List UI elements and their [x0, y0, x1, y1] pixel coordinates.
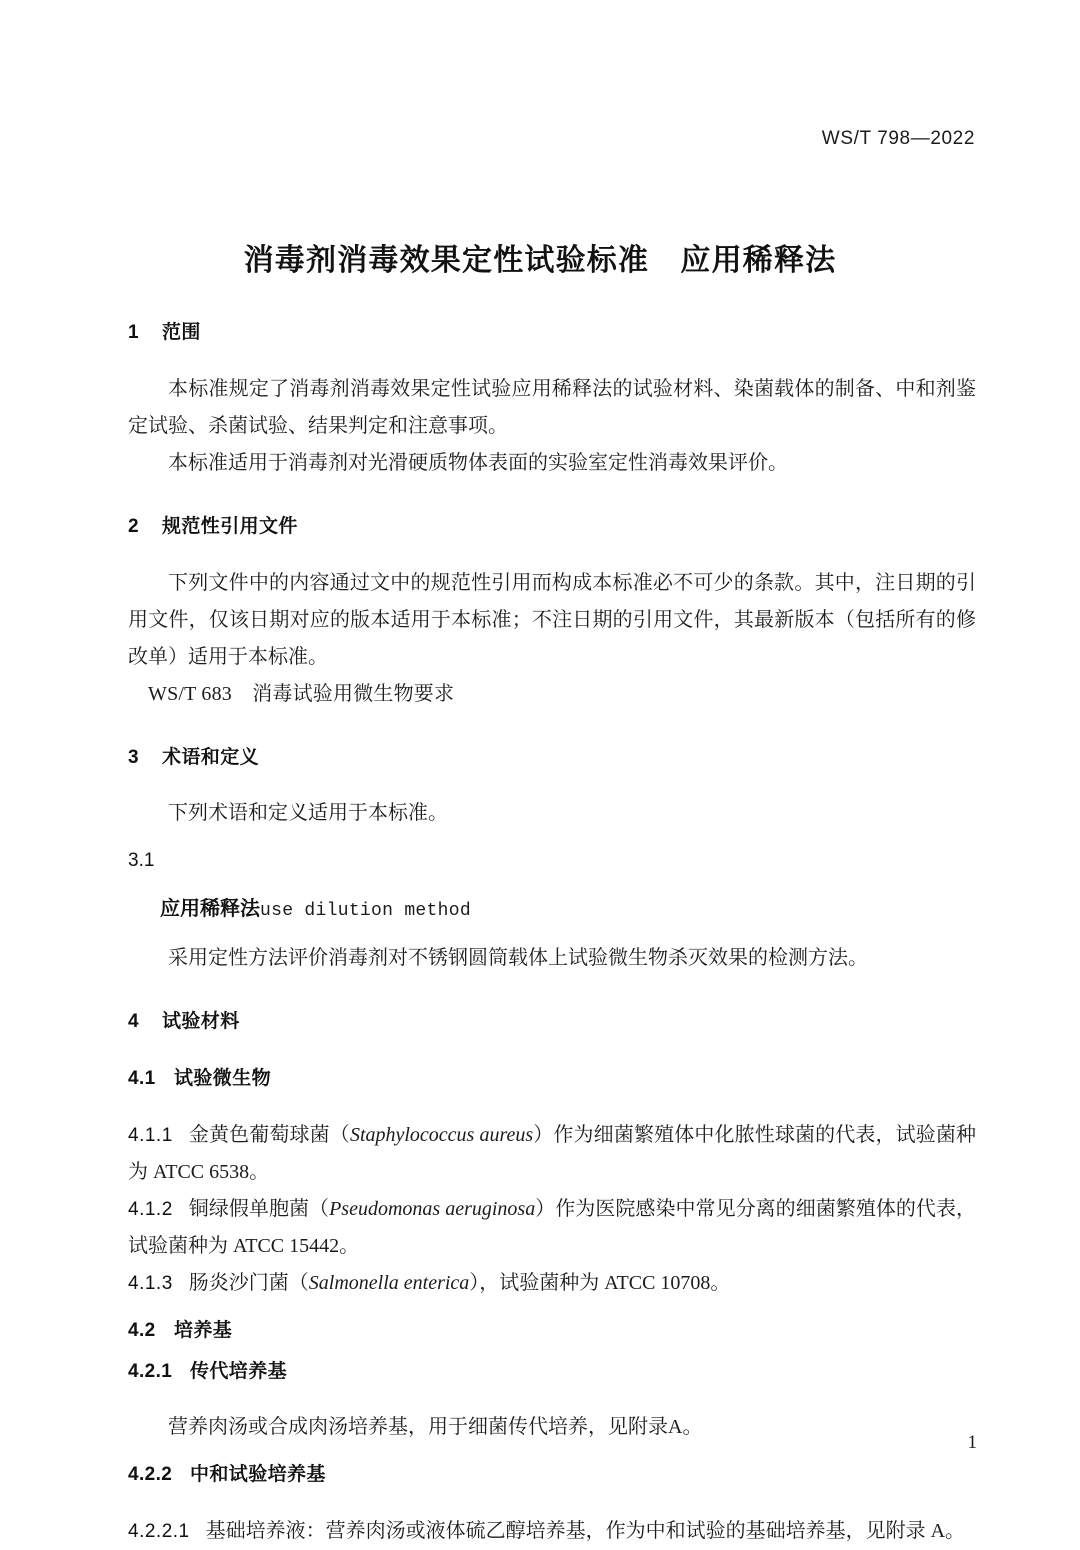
species-name-salmonella-enterica: Salmonella enterica	[308, 1271, 470, 1294]
page-number: 1	[967, 1432, 977, 1453]
clause-4-1-2-paragraph	[128, 1191, 976, 1265]
species-name-staphylococcus-aureus: Staphylococcus aureus	[349, 1123, 534, 1146]
clause-4-2-1-number: 4.2.1	[128, 1360, 173, 1382]
document-body	[128, 322, 976, 1550]
clause-4-1-2-text-post: ）作为医院感染中常见分离的细菌繁殖体的代表，试验菌种为 ATCC 15442。	[128, 1197, 977, 1257]
clause-4-2-number: 4.2	[128, 1319, 156, 1341]
term-name-en: use dilution method	[260, 901, 471, 922]
clause-4-1-number: 4.1	[128, 1067, 156, 1089]
clause-4-title: 试验材料	[162, 1011, 240, 1033]
clause-2-paragraph-1: 下列文件中的内容通过文中的规范性引用而构成本标准必不可少的条款。其中，注日期的引用文件，仅该日期对应的版本适用于本标准；不注日期的引用文件，其最新版本（包括所有的修改单）适用于本标准。	[128, 571, 976, 668]
clause-4-2-2-1-text: 基础培养液：营养肉汤或液体硫乙醇培养基，作为中和试验的基础培养基，见附录 A。	[205, 1520, 966, 1543]
clause-4-2-2-1-paragraph	[128, 1513, 976, 1550]
clause-3-paragraph-1: 下列术语和定义适用于本标准。	[168, 802, 448, 825]
clause-4-2-1-title: 传代培养基	[190, 1360, 288, 1382]
document-title: 消毒剂消毒效果定性试验标准 应用稀释法	[243, 244, 837, 277]
clause-4-number: 4	[128, 1011, 139, 1033]
clause-4-2-2-title: 中和试验培养基	[190, 1464, 326, 1486]
clause-3-number: 3	[128, 746, 139, 768]
clause-1-title: 范围	[162, 322, 201, 343]
clause-3-title: 术语和定义	[162, 746, 260, 768]
clause-4-1-1-text-pre: 金黄色葡萄球菌（	[188, 1123, 350, 1146]
species-name-pseudomonas-aeruginosa: Pseudomonas aeruginosa	[329, 1197, 536, 1220]
term-definition-entry	[128, 891, 976, 930]
normative-reference-entry: WS/T 683 消毒试验用微生物要求	[148, 682, 455, 705]
heading-clause-4-1	[128, 1068, 976, 1091]
clause-4-1-3-text-post: ），试验菌种为 ATCC 10708。	[469, 1271, 731, 1294]
clause-4-1-2-number: 4.1.2	[128, 1198, 173, 1220]
clause-1-paragraph-1: 本标准规定了消毒剂消毒效果定性试验应用稀释法的试验材料、染菌载体的制备、中和剂鉴定试验、杀菌试验、结果判定和注意事项。	[128, 377, 976, 437]
heading-clause-4	[128, 1011, 976, 1034]
clause-4-2-2-number: 4.2.2	[128, 1464, 173, 1486]
heading-clause-3	[128, 747, 976, 770]
clause-4-1-2-text-pre: 铜绿假单胞菌（	[188, 1197, 330, 1220]
clause-4-1-3-text-pre: 肠炎沙门菌（	[188, 1271, 309, 1294]
standard-code-header: WS/T 798—2022	[821, 128, 975, 149]
term-definition-text: 采用定性方法评价消毒剂对不锈钢圆筒载体上试验微生物杀灭效果的检测方法。	[168, 947, 868, 970]
heading-clause-4-2-2	[128, 1464, 976, 1487]
heading-clause-1	[128, 322, 976, 345]
clause-4-2-2-1-number: 4.2.2.1	[128, 1521, 190, 1543]
clause-4-1-1-number: 4.1.1	[128, 1124, 173, 1146]
clause-4-1-title: 试验微生物	[174, 1067, 272, 1089]
heading-clause-2	[128, 516, 976, 539]
clause-4-2-title: 培养基	[174, 1319, 233, 1341]
clause-4-1-1-text-post: ）作为细菌繁殖体中化脓性球菌的代表，试验菌种为 ATCC 6538。	[128, 1123, 977, 1183]
clause-4-1-3-number: 4.1.3	[128, 1272, 173, 1294]
heading-clause-4-2	[128, 1320, 976, 1343]
clause-4-1-3-paragraph	[128, 1265, 976, 1302]
clause-2-number: 2	[128, 515, 139, 537]
term-entry-number: 3.1	[128, 850, 155, 872]
heading-clause-4-2-1	[128, 1361, 976, 1384]
clause-4-1-1-paragraph	[128, 1117, 976, 1191]
term-name-cn: 应用稀释法	[160, 898, 260, 921]
clause-4-2-1-text: 营养肉汤或合成肉汤培养基，用于细菌传代培养，见附录A。	[168, 1416, 703, 1439]
clause-2-title: 规范性引用文件	[162, 515, 298, 537]
clause-1-paragraph-2: 本标准适用于消毒剂对光滑硬质物体表面的实验室定性消毒效果评价。	[168, 451, 788, 474]
clause-1-number: 1	[128, 322, 139, 343]
